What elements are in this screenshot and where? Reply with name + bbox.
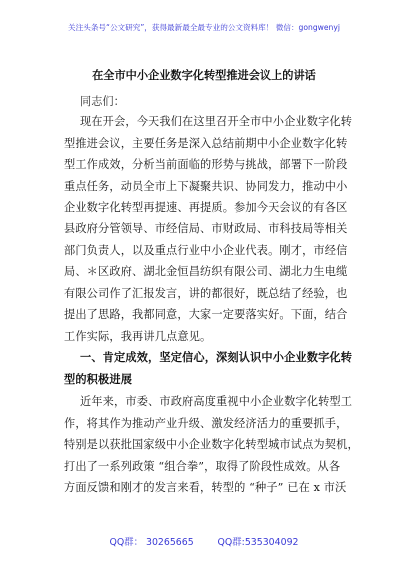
section-heading-continued: 型的积极进展 <box>64 373 133 386</box>
body-line: 县政府分管领导、市经信局、市财政局、市科技局等相关 <box>64 222 348 235</box>
body-line: 部门负责人，以及重点行业中小企业代表。刚才，市经信 <box>64 244 348 257</box>
body-line: 工作实际，我再讲几点意见。 <box>64 330 212 343</box>
body-line: 方面反馈和刚才的发言来看，转型的 “种子” 已在 x 市沃 <box>64 481 347 494</box>
body-line: 提出了思路，我都同意，大家一定要落实好。下面，结合 <box>64 308 348 321</box>
section-heading: 一、肯定成效，坚定信心，深刻认识中小企业数字化转 <box>80 351 353 364</box>
body-line: 型推进会议，主要任务是深入总结前期中小企业数字化转 <box>64 137 348 150</box>
body-line: 局、＊区政府、湖北金恒昌纺织有限公司、湖北力生电缆 <box>64 265 348 278</box>
body-line: 作，将其作为推动产业升级、激发经济活力的重要抓手， <box>64 417 348 430</box>
body-line: 特别是以获批国家级中小企业数字化转型城市试点为契机， <box>64 438 359 451</box>
body-line: 近年来，市委、市政府高度重视中小企业数字化转型工 <box>80 395 353 408</box>
body-line: 企业数字化转型再提速、再提质。参加今天会议的有各区 <box>64 201 348 214</box>
document-title: 在全市中小企业数字化转型推进会议上的讲话 <box>92 69 316 82</box>
salutation: 同志们： <box>80 95 125 108</box>
body-line: 打出了一系列政策 “组合拳”，取得了阶段性成效。从各 <box>64 460 341 473</box>
page-header-promo: 关注头条号“公文研究”，获得最新最全最专业的公文资料库！ 微信：gongwenyj <box>68 23 340 32</box>
page-footer-contacts: QQ群： 30265665 QQ群:535304092 <box>109 537 299 548</box>
body-line: 现在开会，今天我们在这里召开全市中小企业数字化转 <box>80 115 353 128</box>
body-line: 有限公司作了汇报发言，讲的都很好，既总结了经验，也 <box>64 287 348 300</box>
body-line: 重点任务，动员全市上下凝聚共识、协同发力，推动中小 <box>64 180 348 193</box>
body-line: 型工作成效，分析当前面临的形势与挑战，部署下一阶段 <box>64 158 348 171</box>
